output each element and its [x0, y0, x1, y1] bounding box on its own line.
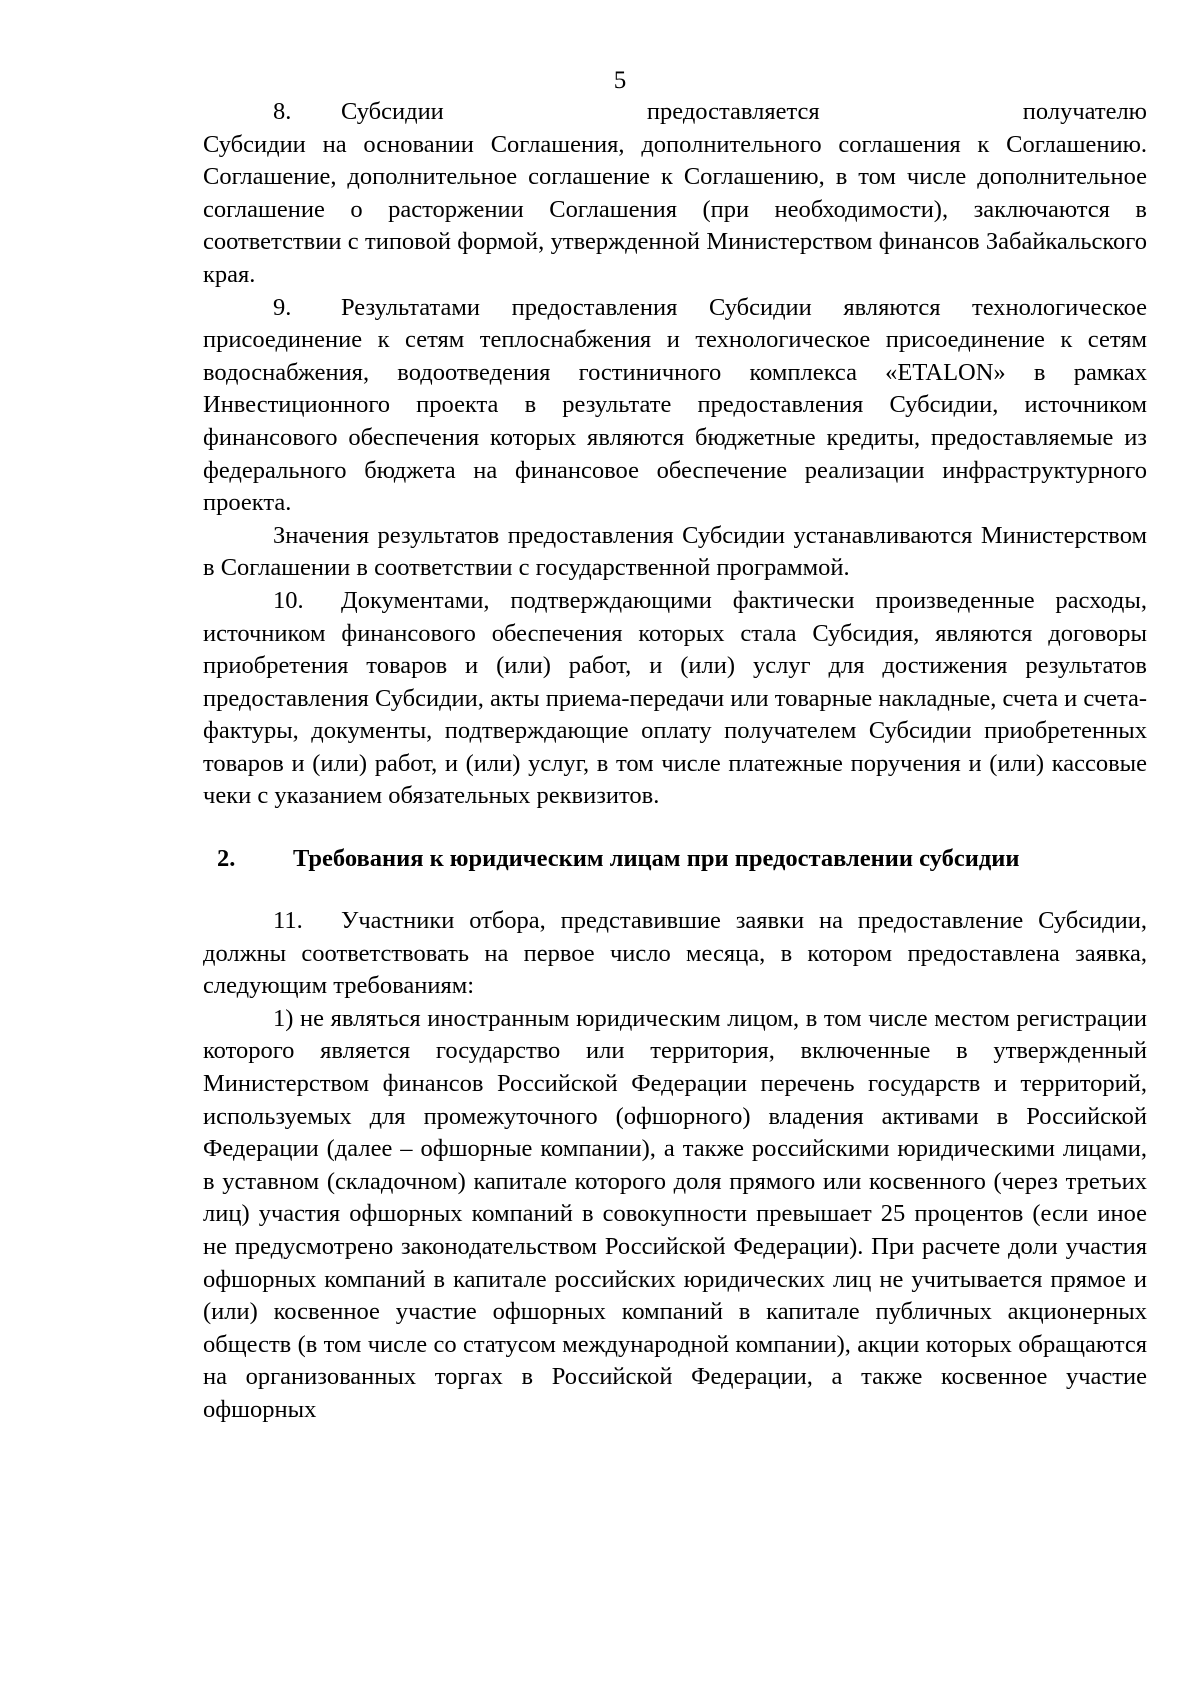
- section-heading: [203, 843, 1147, 875]
- clause-number: 11.: [273, 907, 303, 935]
- paragraph-8-first-line: [203, 96, 1147, 129]
- paragraph-results-values: [203, 520, 1147, 585]
- paragraph-8-lead: Субсидии предоставляется получателю: [341, 98, 1147, 125]
- paragraph-9-text: Результатами предоставления Субсидии являются технологическое присоединение к сетям теплоснабжения и технологическое присоединение к сетям водоснабжения, водоотведения гостиничного комплекса «ETALON» в рамках Инвестиционного проекта в результате предоставления Субсидии, источником финансового обеспечения которых являются бюджетные кредиты, предоставляемые из федерального бюджета на финансовое обеспечение реализации инфраструктурного проекта.: [203, 293, 1147, 517]
- page-number: 5: [613, 67, 627, 94]
- section-number: 2.: [217, 845, 236, 873]
- paragraph-10: [203, 585, 1147, 813]
- clause-number: 8.: [273, 98, 292, 125]
- clause-number: 10.: [273, 586, 304, 614]
- paragraph-11-item-1: [203, 1003, 1147, 1427]
- paragraph-10-text: Документами, подтверждающими фактически произведенные расходы, источником финансового обеспечения которых стала Субсидия, являются договоры приобретения товаров и (или) работ, и (или) услуг для достижения результатов предоставления Субсидии, акты приема-передачи или товарные накладные, счета и счета-фактуры, документы, подтверждающие оплату получателем Субсидии приобретенных товаров и (или) работ, и (или) услуг, в том числе платежные поручения и (или) кассовые чеки с указанием обязательных реквизитов.: [203, 586, 1147, 810]
- document-body: [203, 96, 1147, 1427]
- clause-number: 9.: [273, 293, 292, 321]
- section-title: Требования к юридическим лицам при предоставлении субсидии: [293, 845, 1020, 873]
- paragraph-9: [203, 292, 1147, 520]
- paragraph-8: [203, 96, 1147, 292]
- paragraph-8-text: Субсидии на основании Соглашения, дополнительного соглашения к Соглашению. Соглашение, дополнительное соглашение к Соглашению, в том числе дополнительное соглашение о расторжении Соглашения (при необходимости), заключаются в соответствии с типовой формой, утвержденной Министерством финансов Забайкальского края.: [203, 130, 1147, 288]
- paragraph-11: [203, 905, 1147, 1003]
- paragraph-11-item-1-text: 1) не являться иностранным юридическим лицом, в том числе местом регистрации которого является государство или территория, включенные в утвержденный Министерством финансов Российской Федерации перечень государств и территорий, используемых для промежуточного (офшорного) владения активами в Российской Федерации (далее – офшорные компании), а также российскими юридическими лицами, в уставном (складочном) капитале которого доля прямого или косвенного (через третьих лиц) участия офшорных компаний в совокупности превышает 25 процентов (если иное не предусмотрено законодательством Российской Федерации). При расчете доли участия офшорных компаний в капитале российских юридических лиц не учитывается прямое и (или) косвенное участие офшорных компаний в капитале публичных акционерных обществ (в том числе со статусом международной компании), акции которых обращаются на организованных торгах в Российской Федерации, а также косвенное участие офшорных: [203, 1004, 1147, 1423]
- paragraph-results-values-text: Значения результатов предоставления Субсидии устанавливаются Министерством в Соглашении в соответствии с государственной программой.: [203, 521, 1147, 582]
- paragraph-11-text: Участники отбора, представившие заявки на предоставление Субсидии, должны соответствовать на первое число месяца, в котором предоставлена заявка, следующим требованиям:: [203, 907, 1147, 1000]
